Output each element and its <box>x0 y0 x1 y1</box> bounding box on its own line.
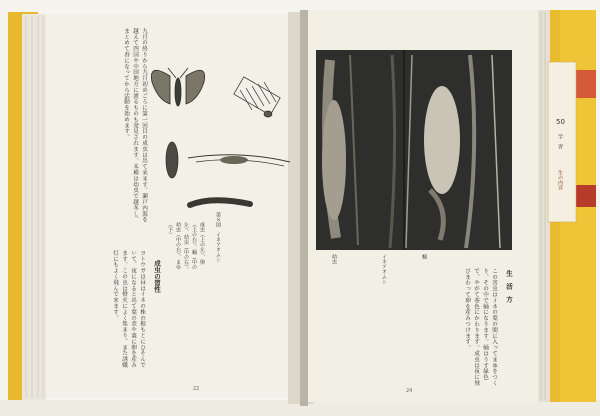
pupa-illustration <box>166 142 178 178</box>
photo-caption-center: イネアオムシ <box>381 254 387 284</box>
right-paragraph: この害虫はイネの葉の間に入ってまゆをつくり、その中で蛹になります。蛹はうす緑色で、やがて茶色にかわります。成虫は夜に飛びまわって卵を産みつけます。 <box>464 268 497 386</box>
photo-caption-left: 幼虫 <box>331 254 337 264</box>
spine-number: 50 <box>556 118 565 126</box>
right-page-number: 24 <box>406 388 413 394</box>
right-section-heading: 生 活 方 <box>505 270 513 303</box>
figure-title: 第８図 イネアオムシ <box>215 212 221 262</box>
spine-line1: 学 習 <box>557 134 563 149</box>
left-paragraph-top: 九月の終りから九月初めごろに第一回目の成虫は出て来ます。瀬戸内海を越えて四国や中国地方に渡るものも発見されます。本種は幼虫で越冬し、まとめて春になってから活動を始めます。 <box>123 28 147 223</box>
photo-caption-right: 蛹 <box>421 254 427 259</box>
left-page-number: 22 <box>193 386 200 392</box>
spine-line2: 生の内容 <box>557 170 563 190</box>
left-paragraph-bottom: ヨトウガは昼はイネの株の根もとにひそんでいて、夜になると出て葉の表や裏に卵を産みます。この虫は燈火によく集まり、また誘蛾灯にもよく飛んで来ます。 <box>112 250 145 368</box>
left-section-heading: 成虫の習性 <box>153 260 161 293</box>
figure-caption: 成虫（上の左）、卵（上の右）、蛹（中の左）、幼虫（中の右）、幼虫（中の右）、まゆ（下） <box>167 222 205 272</box>
